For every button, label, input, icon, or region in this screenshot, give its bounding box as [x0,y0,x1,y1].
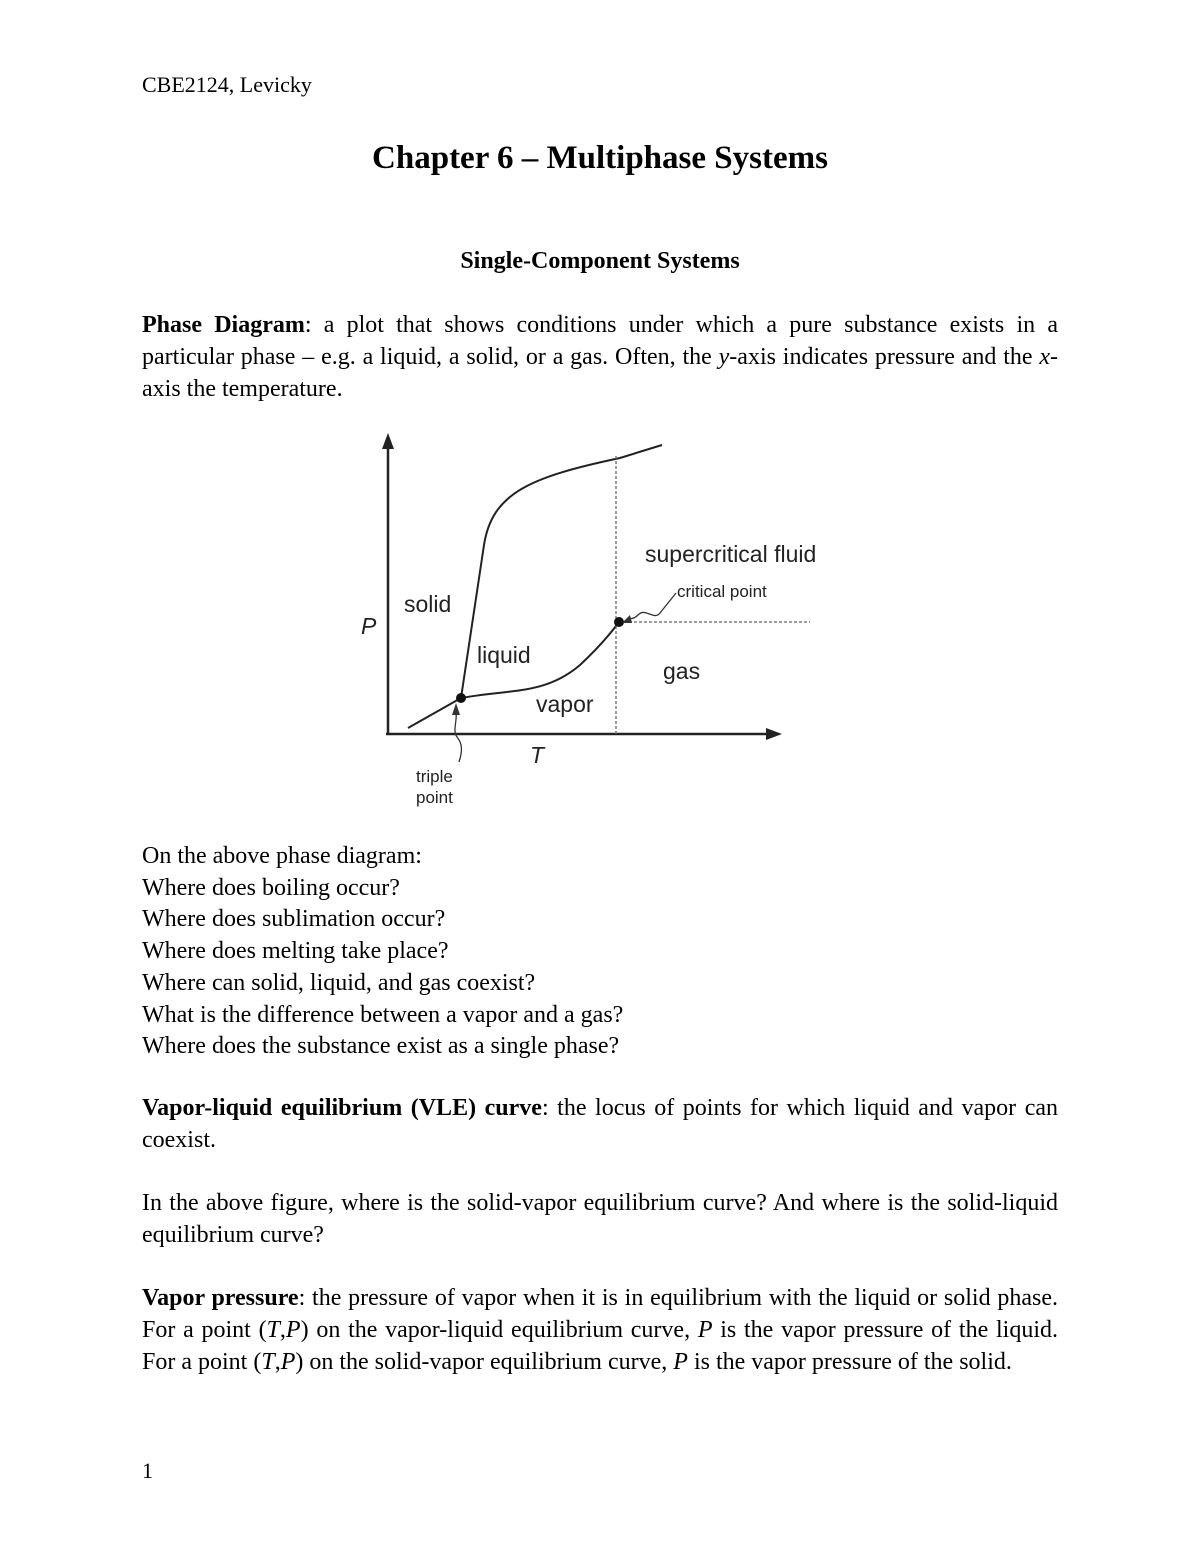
triple-point-label-line1: triple [416,767,453,786]
list-item: On the above phase diagram: [142,843,422,869]
critical-point-label: critical point [677,582,767,601]
region-label-liquid: liquid [477,642,531,668]
list-item: Where does sublimation occur? [142,906,446,933]
triple-point-marker [456,693,466,703]
axis-label-p: P [361,613,377,639]
triple-point-pointer-arrow [452,703,460,715]
definition-term: Phase Diagram [142,312,305,338]
axis-label-t: T [530,742,545,768]
triple-point-label-line2: point [416,788,453,807]
definition-term: Vapor-liquid equilibrium (VLE) curve [142,1095,542,1121]
phase-diagram-definition: Phase Diagram: a plot that shows conditions under which a pure substance exists in a particular phase – e.g. a liquid, a solid, or a gas. Often, the y-axis indicates pressure and the x-axis the temperature. [142,312,1059,402]
definition-term: Vapor pressure [142,1285,299,1311]
list-item: Where can solid, liquid, and gas coexist? [142,969,536,996]
page-title: Chapter 6 – Multiphase Systems [372,140,828,176]
question-list [142,841,623,1063]
region-label-supercritical: supercritical fluid [645,541,817,567]
list-item: Where does the substance exist as a single phase? [142,1033,620,1060]
vapor-pressure-definition: Vapor pressure: the pressure of vapor when it is in equilibrium with the liquid or solid phase. For a point (T,P) on the vapor-liquid equilibrium curve, P is the vapor pressure of the liquid. For a point (T,P) on the solid-vapor equilibrium curve, P is the vapor pressure of the solid. [142,1285,1059,1375]
phase-diagram-figure [340,425,860,815]
critical-point-marker [614,617,624,627]
figure-question: In the above figure, where is the solid-vapor equilibrium curve? And where is the solid-liquid equilibrium curve? [142,1190,1058,1248]
document-header: CBE2124, Levicky [142,72,312,97]
region-label-solid: solid [404,591,452,617]
list-item: Where does melting take place? [142,938,449,965]
region-label-gas: gas [663,658,701,684]
x-axis-arrow [766,728,782,740]
list-item: Where does boiling occur? [142,874,400,901]
y-axis-arrow [382,433,394,449]
page-number: 1 [142,1458,153,1483]
list-item: What is the difference between a vapor and a gas? [142,1001,624,1028]
vle-definition: Vapor-liquid equilibrium (VLE) curve: the locus of points for which liquid and vapor can coexist. [142,1095,1059,1153]
section-heading: Single-Component Systems [460,248,740,274]
critical-point-pointer-arrow [622,615,632,623]
region-label-vapor: vapor [536,691,594,717]
critical-point-pointer [625,593,676,621]
